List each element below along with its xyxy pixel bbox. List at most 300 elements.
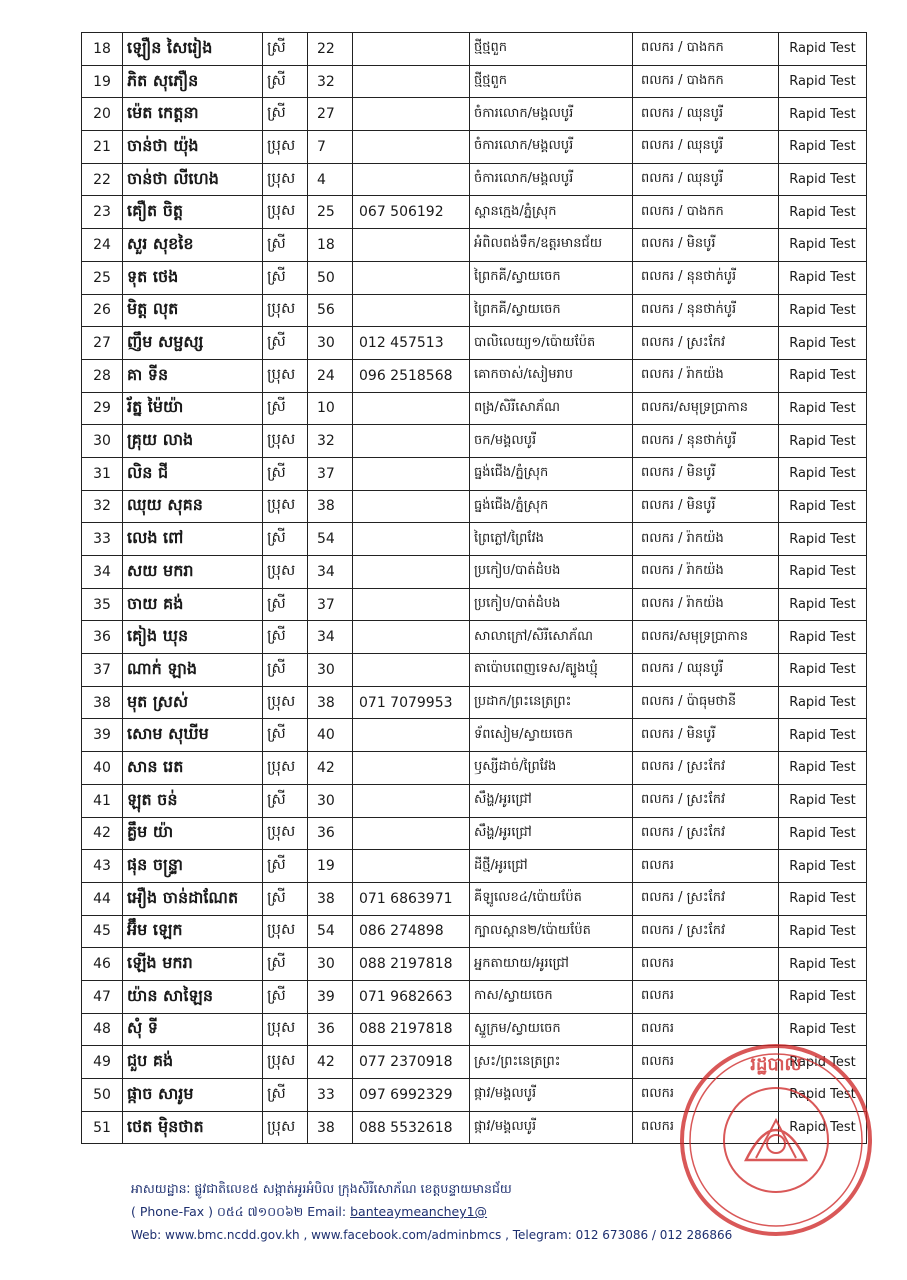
row-phone: 067 506192 xyxy=(353,196,470,229)
row-sex: ប្រុស xyxy=(263,1046,308,1079)
row-sex: ប្រុស xyxy=(263,196,308,229)
row-sex: ស្រី xyxy=(263,719,308,752)
row-occupation: ពលករ xyxy=(633,980,779,1013)
row-test-type: Rapid Test xyxy=(779,327,867,360)
row-age: 4 xyxy=(308,163,353,196)
table-row xyxy=(82,457,867,490)
row-name: សួរ សុខខៃ xyxy=(123,229,263,262)
footer-email[interactable]: banteaymeanchey1@ xyxy=(350,1204,488,1219)
table-row xyxy=(82,621,867,654)
row-phone xyxy=(353,294,470,327)
row-address: ស្រះ/ព្រះនេត្រព្រះ xyxy=(470,1046,633,1079)
row-name: ថេត ម៉ិនថាត xyxy=(123,1111,263,1144)
row-age: 54 xyxy=(308,915,353,948)
row-test-type: Rapid Test xyxy=(779,65,867,98)
row-phone xyxy=(353,850,470,883)
row-address: ធ្នង់ជើង/ភ្នំស្រុក xyxy=(470,490,633,523)
row-number: 34 xyxy=(82,556,123,589)
row-name: យ៉ាន សាឡៃន xyxy=(123,980,263,1013)
table-row xyxy=(82,294,867,327)
row-name: ឈុយ សុគន xyxy=(123,490,263,523)
row-name: ចាន់ថា លីហេង xyxy=(123,163,263,196)
table-row xyxy=(82,490,867,523)
row-sex: ប្រុស xyxy=(263,686,308,719)
footer-web: Web: www.bmc.ncdd.gov.kh , www.facebook.com/adminbmcs , Telegram: 012 673086 / 012 286866 xyxy=(131,1228,733,1242)
row-test-type: Rapid Test xyxy=(779,229,867,262)
row-name: ឡុត ចន់ xyxy=(123,784,263,817)
row-test-type: Rapid Test xyxy=(779,980,867,1013)
row-age: 34 xyxy=(308,556,353,589)
row-occupation: ពលករ / ស្រះកែវ xyxy=(633,915,779,948)
row-age: 30 xyxy=(308,948,353,981)
row-number: 21 xyxy=(82,131,123,164)
row-number: 37 xyxy=(82,654,123,687)
row-phone xyxy=(353,98,470,131)
row-address: ស្នួក្រម/ស្វាយចេក xyxy=(470,1013,633,1046)
row-occupation: ពលករ xyxy=(633,948,779,981)
row-test-type: Rapid Test xyxy=(779,131,867,164)
row-number: 33 xyxy=(82,523,123,556)
row-number: 26 xyxy=(82,294,123,327)
row-age: 18 xyxy=(308,229,353,262)
row-test-type: Rapid Test xyxy=(779,457,867,490)
table-row xyxy=(82,850,867,883)
row-age: 25 xyxy=(308,196,353,229)
row-phone: 086 274898 xyxy=(353,915,470,948)
row-address: ដីថ្មី/អូរជ្រៅ xyxy=(470,850,633,883)
row-test-type: Rapid Test xyxy=(779,1013,867,1046)
row-test-type: Rapid Test xyxy=(779,817,867,850)
row-occupation: ពលករ / ឈុនបូរី xyxy=(633,131,779,164)
row-occupation: ពលករ / ឈុនបូរី xyxy=(633,654,779,687)
row-number: 45 xyxy=(82,915,123,948)
row-address: សាលាក្រៅ/សិរីសោភ័ណ xyxy=(470,621,633,654)
row-number: 46 xyxy=(82,948,123,981)
row-sex: ស្រី xyxy=(263,33,308,66)
row-age: 37 xyxy=(308,588,353,621)
row-sex: ប្រុស xyxy=(263,556,308,589)
row-phone xyxy=(353,131,470,164)
row-phone xyxy=(353,65,470,98)
row-number: 35 xyxy=(82,588,123,621)
row-phone: 096 2518568 xyxy=(353,359,470,392)
row-occupation: ពលករ / រ៉ាកយ៉ង xyxy=(633,523,779,556)
row-address: ព្រៃភ្លៅ/ព្រៃវែង xyxy=(470,523,633,556)
row-name: សាន រេត xyxy=(123,752,263,785)
row-age: 19 xyxy=(308,850,353,883)
table-row xyxy=(82,131,867,164)
row-occupation: ពលករ xyxy=(633,850,779,883)
row-number: 49 xyxy=(82,1046,123,1079)
row-age: 38 xyxy=(308,1111,353,1144)
table-row xyxy=(82,261,867,294)
row-number: 20 xyxy=(82,98,123,131)
row-phone xyxy=(353,261,470,294)
row-test-type: Rapid Test xyxy=(779,523,867,556)
row-name: អឿង ចាន់ដាណែត xyxy=(123,882,263,915)
row-address: ស្ពានក្មេង/ភ្នំស្រុក xyxy=(470,196,633,229)
table-row xyxy=(82,425,867,458)
row-occupation: ពលករ / មិនបូរី xyxy=(633,229,779,262)
row-sex: ស្រី xyxy=(263,882,308,915)
row-age: 32 xyxy=(308,425,353,458)
row-test-type: Rapid Test xyxy=(779,948,867,981)
table-row xyxy=(82,980,867,1013)
row-age: 56 xyxy=(308,294,353,327)
row-number: 47 xyxy=(82,980,123,1013)
table-row xyxy=(82,915,867,948)
row-occupation: ពលករ xyxy=(633,1111,779,1144)
row-occupation: ពលករ / មិនបូរី xyxy=(633,457,779,490)
row-sex: ស្រី xyxy=(263,457,308,490)
row-name: សយ មករា xyxy=(123,556,263,589)
row-name: ណាក់ ឡាង xyxy=(123,654,263,687)
row-occupation: ពលករ/សមុទ្រប្រាកាន xyxy=(633,621,779,654)
row-sex: ស្រី xyxy=(263,980,308,1013)
row-number: 48 xyxy=(82,1013,123,1046)
row-number: 40 xyxy=(82,752,123,785)
row-address: ធ្នង់ជើង/ភ្នំស្រុក xyxy=(470,457,633,490)
row-occupation: ពលករ / មិនបូរី xyxy=(633,719,779,752)
row-number: 23 xyxy=(82,196,123,229)
row-sex: ស្រី xyxy=(263,327,308,360)
row-number: 19 xyxy=(82,65,123,98)
row-number: 32 xyxy=(82,490,123,523)
row-occupation: ពលករ / នុនថាក់បូរី xyxy=(633,294,779,327)
row-phone: 071 9682663 xyxy=(353,980,470,1013)
row-address: គោកចាស់/សៀមរាប xyxy=(470,359,633,392)
row-address: សឹង្ហ/អូរជ្រៅ xyxy=(470,817,633,850)
row-phone: 071 7079953 xyxy=(353,686,470,719)
row-number: 51 xyxy=(82,1111,123,1144)
row-phone xyxy=(353,784,470,817)
row-name: សោម សុឃីម xyxy=(123,719,263,752)
row-name: ជួប គង់ xyxy=(123,1046,263,1079)
row-phone xyxy=(353,163,470,196)
row-sex: ប្រុស xyxy=(263,294,308,327)
row-occupation: ពលករ/សមុទ្រប្រាកាន xyxy=(633,392,779,425)
row-test-type: Rapid Test xyxy=(779,882,867,915)
row-address: អំពិលពង់ទឹក/ឧត្តរមានជ័យ xyxy=(470,229,633,262)
row-number: 41 xyxy=(82,784,123,817)
table-row xyxy=(82,359,867,392)
row-sex: ស្រី xyxy=(263,588,308,621)
table-row xyxy=(82,392,867,425)
row-phone xyxy=(353,556,470,589)
row-address: កាស/ស្វាយចេក xyxy=(470,980,633,1013)
table-row xyxy=(82,719,867,752)
row-number: 43 xyxy=(82,850,123,883)
row-phone: 097 6992329 xyxy=(353,1079,470,1112)
row-phone xyxy=(353,392,470,425)
row-name: មុត ស្រស់ xyxy=(123,686,263,719)
row-sex: ស្រី xyxy=(263,98,308,131)
table-row xyxy=(82,588,867,621)
row-age: 42 xyxy=(308,752,353,785)
row-occupation: ពលករ / ស្រះកែវ xyxy=(633,817,779,850)
row-occupation: ពលករ / ស្រះកែវ xyxy=(633,327,779,360)
row-number: 31 xyxy=(82,457,123,490)
row-number: 36 xyxy=(82,621,123,654)
row-occupation: ពលករ / នុនថាក់បូរី xyxy=(633,261,779,294)
row-test-type: Rapid Test xyxy=(779,556,867,589)
row-occupation: ពលករ / ស្រះកែវ xyxy=(633,752,779,785)
table-row xyxy=(82,33,867,66)
row-test-type: Rapid Test xyxy=(779,915,867,948)
row-test-type: Rapid Test xyxy=(779,686,867,719)
row-phone xyxy=(353,719,470,752)
table-row xyxy=(82,882,867,915)
row-age: 30 xyxy=(308,654,353,687)
row-number: 28 xyxy=(82,359,123,392)
row-occupation: ពលករ xyxy=(633,1013,779,1046)
row-sex: ស្រី xyxy=(263,523,308,556)
row-test-type: Rapid Test xyxy=(779,294,867,327)
row-address: ព្រៃកគី/ស្វាយចេក xyxy=(470,261,633,294)
row-phone xyxy=(353,621,470,654)
row-name: លិន ជី xyxy=(123,457,263,490)
row-age: 36 xyxy=(308,817,353,850)
row-sex: ប្រុស xyxy=(263,1013,308,1046)
row-address: គីឡូលេខ៤/ប៉ោយប៉ែត xyxy=(470,882,633,915)
row-sex: ប្រុស xyxy=(263,915,308,948)
row-phone xyxy=(353,457,470,490)
row-address: ចំការលោក/មង្គលបូរី xyxy=(470,163,633,196)
row-name: លេង ពៅ xyxy=(123,523,263,556)
row-number: 27 xyxy=(82,327,123,360)
row-number: 39 xyxy=(82,719,123,752)
row-address: បាលិលេយ្យ១/ប៉ោយប៉ែត xyxy=(470,327,633,360)
row-occupation: ពលករ / រ៉ាកយ៉ង xyxy=(633,359,779,392)
row-test-type: Rapid Test xyxy=(779,621,867,654)
row-test-type: Rapid Test xyxy=(779,850,867,883)
table-row xyxy=(82,196,867,229)
row-test-type: Rapid Test xyxy=(779,392,867,425)
row-phone xyxy=(353,752,470,785)
row-name: ផុន ចន្ទ្រា xyxy=(123,850,263,883)
row-sex: ប្រុស xyxy=(263,163,308,196)
row-phone xyxy=(353,817,470,850)
row-sex: ស្រី xyxy=(263,229,308,262)
row-test-type: Rapid Test xyxy=(779,784,867,817)
row-number: 24 xyxy=(82,229,123,262)
footer-address: អាសយដ្ឋានៈ ផ្លូវជាតិលេខ៥ សង្កាត់អូរអំបិល ក្រុងសិរីសោភ័ណ ខេត្តបន្ទាយមានជ័យ xyxy=(131,1181,512,1196)
row-occupation: ពលករ / បាងកក xyxy=(633,33,779,66)
row-occupation: ពលករ xyxy=(633,1079,779,1112)
row-sex: ស្រី xyxy=(263,621,308,654)
table-row xyxy=(82,752,867,785)
row-name: ឡឿន សៃរៀង xyxy=(123,33,263,66)
row-phone xyxy=(353,490,470,523)
stamp-text: រដ្ឋបាល xyxy=(750,1054,802,1075)
row-number: 30 xyxy=(82,425,123,458)
official-seal-stamp xyxy=(676,1040,876,1240)
row-occupation: ពលករ / ឈុនបូរី xyxy=(633,163,779,196)
table-row xyxy=(82,163,867,196)
table-row xyxy=(82,654,867,687)
row-address: ឫស្សីដាច់/ព្រៃវែង xyxy=(470,752,633,785)
row-number: 29 xyxy=(82,392,123,425)
row-occupation: ពលករ xyxy=(633,1046,779,1079)
row-age: 10 xyxy=(308,392,353,425)
row-name: ឡើង មករា xyxy=(123,948,263,981)
row-phone xyxy=(353,523,470,556)
table-row xyxy=(82,686,867,719)
row-sex: ប្រុស xyxy=(263,1111,308,1144)
row-name: រ័ត្ន ម៉ៃយ៉ា xyxy=(123,392,263,425)
row-phone: 088 2197818 xyxy=(353,1013,470,1046)
row-name: គ្រុយ លាង xyxy=(123,425,263,458)
row-number: 22 xyxy=(82,163,123,196)
row-address: ចំការលោក/មង្គលបូរី xyxy=(470,98,633,131)
row-occupation: ពលករ / បាងកក xyxy=(633,196,779,229)
row-address: ថ្មីថ្មពួក xyxy=(470,33,633,66)
row-age: 30 xyxy=(308,327,353,360)
row-address: ចំការលោក/មង្គលបូរី xyxy=(470,131,633,164)
row-occupation: ពលករ / មិនបូរី xyxy=(633,490,779,523)
row-sex: ប្រុស xyxy=(263,490,308,523)
row-name: ផ្កាច សារូម xyxy=(123,1079,263,1112)
row-test-type: Rapid Test xyxy=(779,425,867,458)
row-address: ព្រៃកគី/ស្វាយចេក xyxy=(470,294,633,327)
row-name: ចាយ គង់ xyxy=(123,588,263,621)
row-number: 18 xyxy=(82,33,123,66)
row-test-type: Rapid Test xyxy=(779,1046,867,1079)
row-age: 50 xyxy=(308,261,353,294)
row-occupation: ពលករ / ឈុនបូរី xyxy=(633,98,779,131)
row-address: ផ្កាវ/មង្គលបូរី xyxy=(470,1111,633,1144)
row-occupation: ពលករ / ស្រះកែវ xyxy=(633,882,779,915)
row-phone xyxy=(353,654,470,687)
row-sex: ប្រុស xyxy=(263,425,308,458)
row-name: ញឹម សម្ផស្ស xyxy=(123,327,263,360)
row-occupation: ពលករ / រ៉ាកយ៉ង xyxy=(633,556,779,589)
row-name: គឿត ចិត្ត xyxy=(123,196,263,229)
row-phone xyxy=(353,425,470,458)
row-test-type: Rapid Test xyxy=(779,588,867,621)
row-age: 32 xyxy=(308,65,353,98)
row-address: ប្រកៀប/បាត់ដំបង xyxy=(470,588,633,621)
row-name: ម៉េត កេត្តនា xyxy=(123,98,263,131)
row-age: 7 xyxy=(308,131,353,164)
row-name: សុំ ទី xyxy=(123,1013,263,1046)
row-address: តាប៉ោបពេញទេស/ត្បូងឃ្មុំ xyxy=(470,654,633,687)
row-name: អ៊ឹម ឡេក xyxy=(123,915,263,948)
row-age: 42 xyxy=(308,1046,353,1079)
row-name: មិត្ត លុត xyxy=(123,294,263,327)
row-sex: ស្រី xyxy=(263,392,308,425)
table-row xyxy=(82,327,867,360)
row-address: ចក/មង្គលបូរី xyxy=(470,425,633,458)
row-phone: 071 6863971 xyxy=(353,882,470,915)
row-test-type: Rapid Test xyxy=(779,163,867,196)
row-phone: 012 457513 xyxy=(353,327,470,360)
row-test-type: Rapid Test xyxy=(779,261,867,294)
row-age: 40 xyxy=(308,719,353,752)
footer-phone-fax: ( Phone-Fax ) ០៥៤ ៧១០០៦២ Email: xyxy=(131,1204,347,1219)
row-name: គ្លឹម យ៉ា xyxy=(123,817,263,850)
row-number: 25 xyxy=(82,261,123,294)
row-age: 22 xyxy=(308,33,353,66)
row-occupation: ពលករ / រ៉ាកយ៉ង xyxy=(633,588,779,621)
row-test-type: Rapid Test xyxy=(779,359,867,392)
table-row xyxy=(82,556,867,589)
row-age: 39 xyxy=(308,980,353,1013)
row-age: 38 xyxy=(308,490,353,523)
row-test-type: Rapid Test xyxy=(779,98,867,131)
row-sex: ប្រុស xyxy=(263,359,308,392)
row-age: 54 xyxy=(308,523,353,556)
table-row xyxy=(82,948,867,981)
row-age: 30 xyxy=(308,784,353,817)
row-age: 38 xyxy=(308,686,353,719)
row-test-type: Rapid Test xyxy=(779,490,867,523)
row-test-type: Rapid Test xyxy=(779,1079,867,1112)
row-age: 24 xyxy=(308,359,353,392)
row-address: ពង្រ/សិរីសោភ័ណ xyxy=(470,392,633,425)
row-phone xyxy=(353,588,470,621)
row-age: 27 xyxy=(308,98,353,131)
row-address: ប្រកៀប/បាត់ដំបង xyxy=(470,556,633,589)
table-row xyxy=(82,229,867,262)
row-name: គា ទីន xyxy=(123,359,263,392)
row-address: ប្រដាក/ព្រះនេត្រព្រះ xyxy=(470,686,633,719)
row-occupation: ពលករ / បាងកក xyxy=(633,65,779,98)
row-number: 50 xyxy=(82,1079,123,1112)
row-sex: ស្រី xyxy=(263,784,308,817)
row-sex: ស្រី xyxy=(263,850,308,883)
row-test-type: Rapid Test xyxy=(779,33,867,66)
row-name: ភិត សុភឿន xyxy=(123,65,263,98)
table-row xyxy=(82,98,867,131)
row-sex: ប្រុស xyxy=(263,131,308,164)
row-test-type: Rapid Test xyxy=(779,752,867,785)
table-row xyxy=(82,65,867,98)
row-phone: 077 2370918 xyxy=(353,1046,470,1079)
row-name: ចាន់ថា យ៉ុង xyxy=(123,131,263,164)
row-phone: 088 2197818 xyxy=(353,948,470,981)
row-sex: ប្រុស xyxy=(263,752,308,785)
row-sex: ស្រី xyxy=(263,1079,308,1112)
row-address: ថ្មីថ្មពួក xyxy=(470,65,633,98)
row-number: 42 xyxy=(82,817,123,850)
row-address: ផ្កាវ/មង្គលបូរី xyxy=(470,1079,633,1112)
row-address: ក្បាលស្ពាន២/ប៉ោយប៉ែត xyxy=(470,915,633,948)
row-age: 37 xyxy=(308,457,353,490)
table-row xyxy=(82,523,867,556)
row-address: សឹង្ហ/អូរជ្រៅ xyxy=(470,784,633,817)
row-name: ទុត ថេង xyxy=(123,261,263,294)
row-age: 38 xyxy=(308,882,353,915)
row-test-type: Rapid Test xyxy=(779,196,867,229)
table-row xyxy=(82,817,867,850)
row-phone xyxy=(353,229,470,262)
row-phone xyxy=(353,33,470,66)
row-address: អ្នកតាយាយ/អូរជ្រៅ xyxy=(470,948,633,981)
row-name: គៀង ឃុន xyxy=(123,621,263,654)
row-age: 36 xyxy=(308,1013,353,1046)
row-sex: ស្រី xyxy=(263,948,308,981)
row-occupation: ពលករ / ប៉ាធុមថានី xyxy=(633,686,779,719)
row-test-type: Rapid Test xyxy=(779,1111,867,1144)
table-row xyxy=(82,784,867,817)
row-address: ទ័ពសៀម/ស្វាយចេក xyxy=(470,719,633,752)
row-occupation: ពលករ / នុនថាក់បូរី xyxy=(633,425,779,458)
row-sex: ស្រី xyxy=(263,654,308,687)
patient-list-table xyxy=(81,32,867,1144)
row-number: 44 xyxy=(82,882,123,915)
row-number: 38 xyxy=(82,686,123,719)
